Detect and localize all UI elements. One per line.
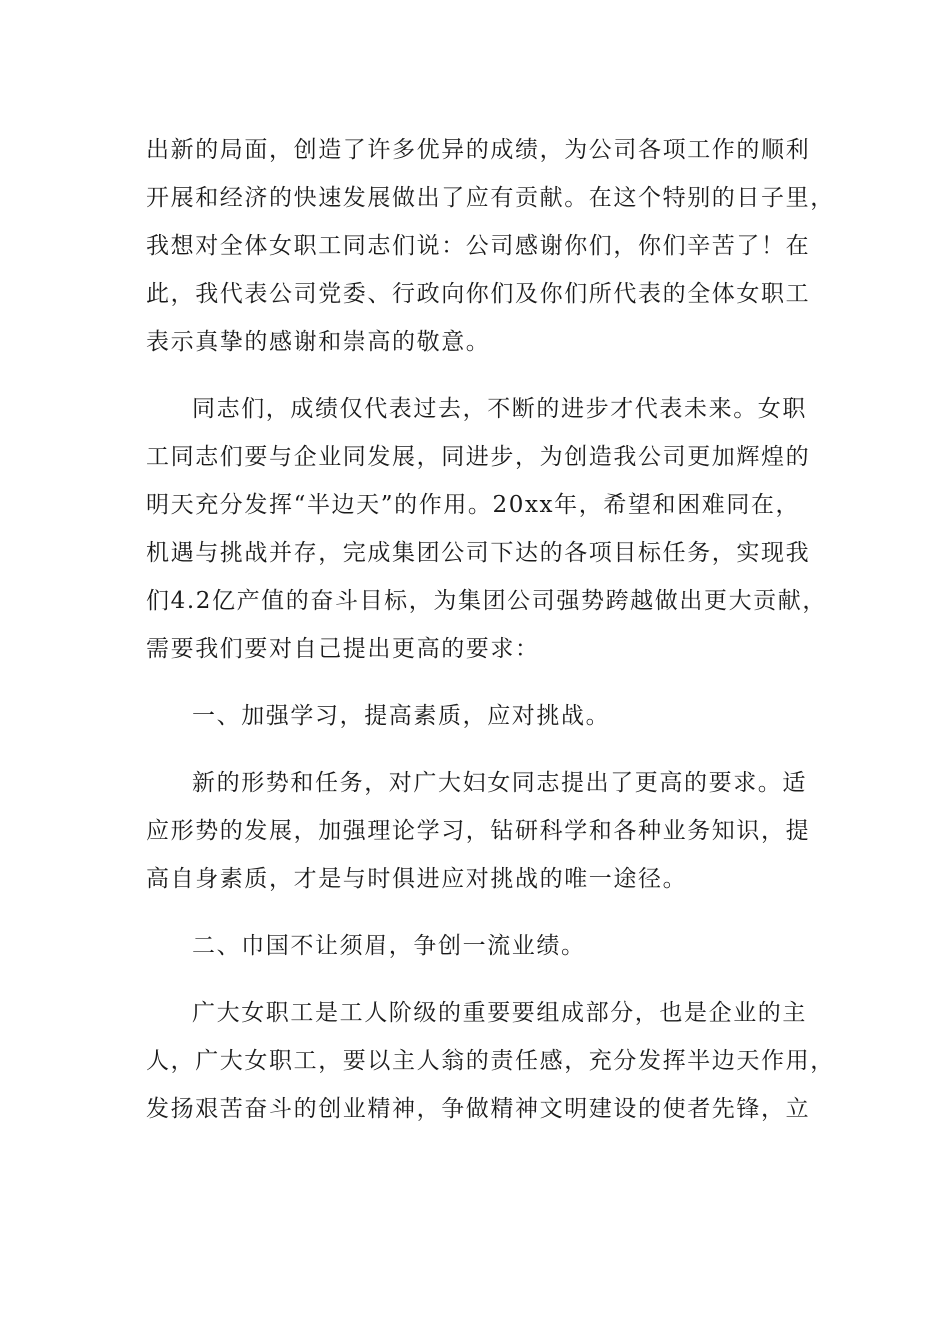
paragraph-line: 此，我代表公司党委、行政向你们及你们所代表的全体女职工 xyxy=(146,281,811,307)
paragraph-spacer xyxy=(146,970,804,989)
paragraph-2 xyxy=(146,385,827,673)
section-heading-2 xyxy=(146,922,804,970)
paragraph-line: 们4.2亿产值的奋斗目标，为集团公司强势跨越做出更大贡献， xyxy=(146,588,827,614)
paragraph-3 xyxy=(146,759,811,903)
paragraph-line: 新的形势和任务，对广大妇女同志提出了更高的要求。适 xyxy=(192,770,807,796)
paragraph-line: 我想对全体女职工同志们说：公司感谢你们，你们辛苦了！在 xyxy=(146,233,811,259)
paragraph-4 xyxy=(146,989,835,1133)
paragraph-line: 同志们，成绩仅代表过去，不断的进步才代表未来。女职 xyxy=(192,396,807,422)
paragraph-spacer xyxy=(146,740,804,759)
paragraph-spacer xyxy=(146,366,804,385)
document-body xyxy=(146,126,835,1133)
paragraph-spacer xyxy=(146,903,804,922)
paragraph-line: 高自身素质，才是与时俱进应对挑战的唯一途径。 xyxy=(146,866,688,892)
paragraph-line: 出新的局面，创造了许多优异的成绩，为公司各项工作的顺利 xyxy=(146,137,811,163)
section-heading-1 xyxy=(146,692,804,740)
paragraph-1 xyxy=(146,126,835,366)
paragraph-line: 人，广大女职工，要以主人翁的责任感，充分发挥半边天作用， xyxy=(146,1048,835,1074)
section-heading-line: 一、加强学习，提高素质，应对挑战。 xyxy=(192,703,611,729)
paragraph-line: 机遇与挑战并存，完成集团公司下达的各项目标任务，实现我 xyxy=(146,540,811,566)
paragraph-line: 工同志们要与企业同发展，同进步，为创造我公司更加辉煌的 xyxy=(146,444,811,470)
paragraph-spacer xyxy=(146,673,804,692)
paragraph-line: 开展和经济的快速发展做出了应有贡献。在这个特别的日子里， xyxy=(146,185,835,211)
paragraph-line: 表示真挚的感谢和崇高的敬意。 xyxy=(146,329,491,355)
paragraph-line: 需要我们要对自己提出更高的要求： xyxy=(146,636,540,662)
paragraph-line: 应形势的发展，加强理论学习，钻研科学和各种业务知识，提 xyxy=(146,818,811,844)
paragraph-line: 广大女职工是工人阶级的重要要组成部分，也是企业的主 xyxy=(192,1000,807,1026)
paragraph-line: 明天充分发挥“半边天”的作用。20xx年，希望和困难同在， xyxy=(146,492,801,518)
section-heading-line: 二、巾国不让须眉，争创一流业绩。 xyxy=(192,933,586,959)
paragraph-line: 发扬艰苦奋斗的创业精神，争做精神文明建设的使者先锋，立 xyxy=(146,1096,811,1122)
